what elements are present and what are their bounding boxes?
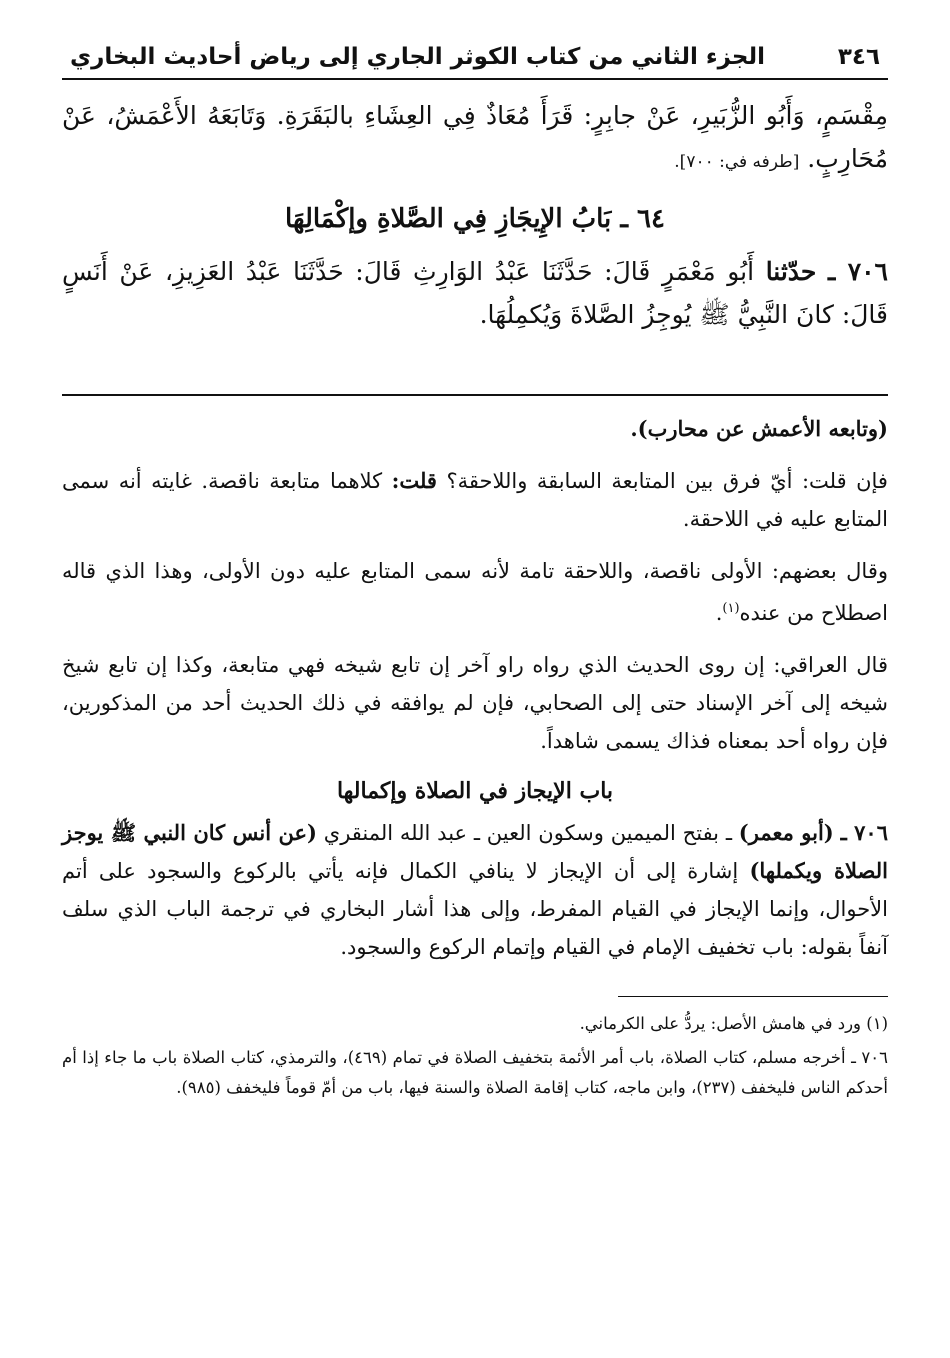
matn-continuation: مِقْسَمٍ، وَأَبُو الزُّبَيرِ، عَنْ جابِرٍ: قَرَأَ مُعَاذٌ فِي العِشَاءِ بالبَقَرَةِ. وَتَابَعَهُ الأَعْمَشُ، عَنْ مُحَارِبٍ. [طرفه في: ٧٠٠]. bbox=[62, 101, 888, 173]
commentary-sub-heading: باب الإيجاز في الصلاة وإكمالها bbox=[336, 778, 614, 804]
running-title: الجزء الثاني من كتاب الكوثر الجاري إلى رياض أحاديث البخاري bbox=[70, 44, 766, 70]
commentary-paragraph-1: فإن قلت: أيّ فرق بين المتابعة السابقة واللاحقة؟ قلت: كلاهما متابعة ناقصة. غايته أنه سمى المتابع عليه في اللاحقة. bbox=[62, 468, 888, 531]
commentary-paragraph-3: قال العراقي: إن روى الحديث الذي رواه راو آخر إن تابع شيخه فهي متابعة، وكذا إن تابع شيخ شيخه إلى آخر الإسناد حتى إلى الصحابي، فإن لم يوافقه في ذلك الحديث أحد من المذكورين، فإن رواه أحد بمعناه فذاك يسمى شاهداً. bbox=[62, 653, 888, 753]
book-page bbox=[62, 44, 888, 1358]
hadith-text: ٧٠٦ ـ حدّثنا أَبُو مَعْمَرٍ قَالَ: حَدَّثَنَا عَبْدُ الوَارِثِ قَالَ: حَدَّثَنَا عَبْدُ العَزِيزِ، عَنْ أَنَسٍ قَالَ: كانَ النَّبِيُّ ﷺ يُوجِزُ الصَّلاةَ وَيُكمِلُهَا. bbox=[62, 257, 888, 329]
footnote-divider bbox=[618, 996, 888, 997]
page-number: ٣٤٦ bbox=[837, 44, 880, 70]
footnote-ref: (١) bbox=[722, 601, 740, 616]
sharh-section bbox=[62, 410, 888, 966]
footnote-1: (١) ورد في هامش الأصل: يردُّ على الكرماني. bbox=[579, 1014, 888, 1033]
cross-reference: [طرفه في: ٧٠٠]. bbox=[674, 152, 800, 172]
hadith-number: ٧٠٦ ـ bbox=[828, 257, 888, 286]
hadith-lead: حدّثنا bbox=[765, 257, 817, 286]
matn-section bbox=[62, 94, 888, 336]
commentary-paragraph-2: وقال بعضهم: الأولى ناقصة، واللاحقة تامة لأنه سمى المتابع عليه دون الأولى، وهذا الذي قاله اصطلاح من عنده$^{(١)}$. bbox=[62, 559, 888, 625]
footnotes bbox=[62, 1009, 888, 1103]
chapter-title: ٦٤ ـ بَابُ الإِيجَازِ فِي الصَّلاةِ وإكْمَالِهَا bbox=[285, 204, 665, 234]
commentary-quote: (وتابعه الأعمش عن محارب). bbox=[630, 416, 888, 441]
commentary-paragraph-4: ٧٠٦ ـ (أبو معمر) ـ بفتح الميمين وسكون العين ـ عبد الله المنقري (عن أنس كان النبي ﷺ يوجز الصلاة ويكملها) إشارة إلى أن الإيجاز لا ينافي الكمال فإنه يأتي بالركوع والسجود على أتم الأحوال، وإنما الإيجاز في القيام المفرط، وإلى هذا أشار البخاري في ترجمة الباب الذي سلف آنفاً بقوله: باب تخفيف الإمام في القيام وإتمام الركوع والسجود. bbox=[62, 820, 888, 959]
section-divider bbox=[62, 394, 888, 396]
running-header bbox=[62, 44, 888, 80]
footnote-706: ٧٠٦ ـ أخرجه مسلم، كتاب الصلاة، باب أمر الأئمة بتخفيف الصلاة في تمام (٤٦٩)، والترمذي، كتاب الصلاة باب ما جاء إذا أم أحدكم الناس فليخفف (٢٣٧)، وابن ماجه، كتاب إقامة الصلاة والسنة فيها، باب من أمّ قوماً فليخفف (٩٨٥). bbox=[62, 1048, 888, 1097]
